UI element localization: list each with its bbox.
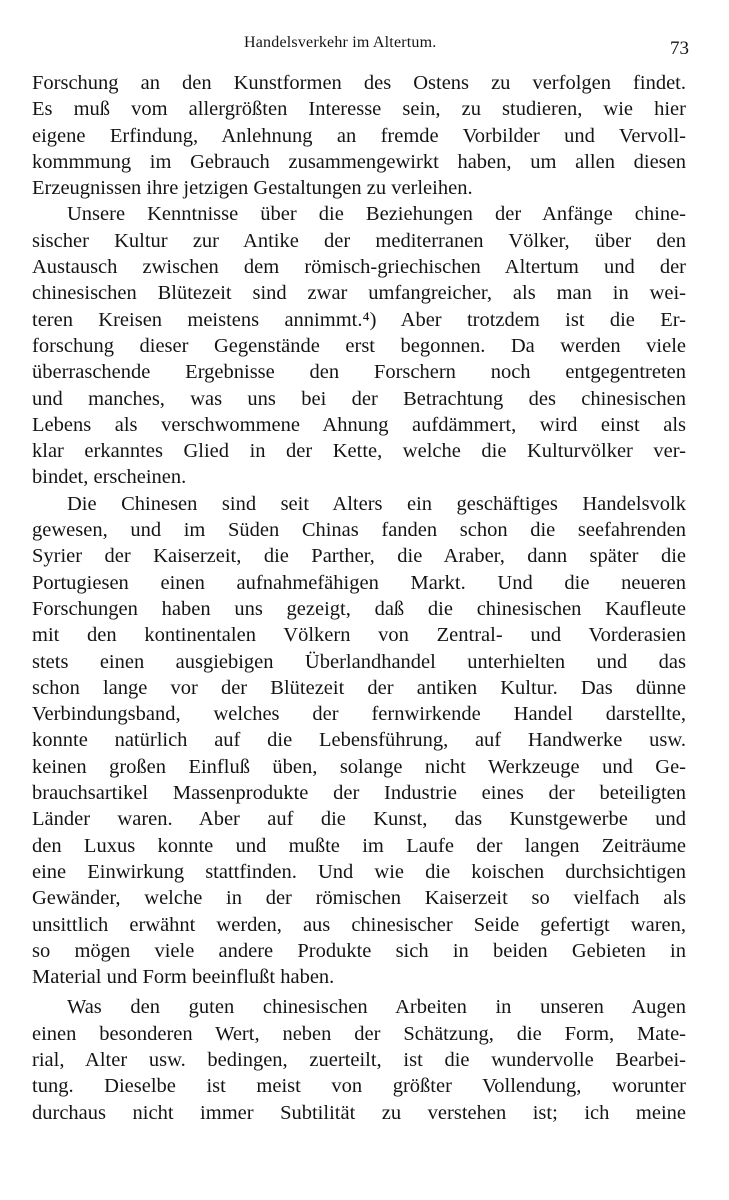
paragraph-3 <box>32 491 686 991</box>
paragraph-2 <box>32 201 686 490</box>
text-line: stets einen ausgiebigen Überlandhandel unterhielten und das <box>32 650 686 673</box>
running-header <box>0 34 729 59</box>
text-line: Portugiesen einen aufnahmefähigen Markt. Und die neueren <box>32 571 686 594</box>
text-line: gewesen, und im Süden Chinas fanden schon die seefahrenden <box>32 519 686 542</box>
running-title: Handelsverkehr im Altertum. <box>244 34 437 51</box>
text-line: mit den kontinentalen Völkern von Zentral- und Vorderasien <box>32 624 686 647</box>
text-line: Austausch zwischen dem römisch-griechischen Altertum und der <box>32 256 686 279</box>
text-line: chinesischen Blütezeit sind zwar umfangreicher, als man in wei- <box>32 282 686 305</box>
text-line: brauchsartikel Massenprodukte der Industrie eines der beteiligten <box>32 782 686 805</box>
text-line: keinen großen Einfluß üben, solange nicht Werkzeuge und Ge- <box>32 755 686 778</box>
text-line: Unsere Kenntnisse über die Beziehungen der Anfänge chine- <box>67 203 686 226</box>
text-line: überraschende Ergebnisse den Forschern noch entgegentreten <box>32 361 686 384</box>
text-line: eigene Erfindung, Anlehnung an fremde Vorbilder und Vervoll- <box>32 124 686 147</box>
text-line: tung. Dieselbe ist meist von größter Vollendung, worunter <box>32 1075 686 1098</box>
text-line: Forschungen haben uns gezeigt, daß die chinesischen Kaufleute <box>32 597 686 620</box>
text-line: Lebens als verschwommene Ahnung aufdämmert, wird einst als <box>32 413 686 436</box>
text-line: konnte natürlich auf die Lebensführung, auf Handwerke usw. <box>32 729 686 752</box>
text-line: Syrier der Kaiserzeit, die Parther, die Araber, dann später die <box>32 545 686 568</box>
text-line: klar erkanntes Glied in der Kette, welche die Kulturvölker ver- <box>32 440 686 463</box>
text-line: Forschung an den Kunstformen des Ostens zu verfolgen findet. <box>32 72 686 94</box>
text-line: den Luxus konnte und mußte im Laufe der langen Zeiträume <box>32 834 686 857</box>
text-line: unsittlich erwähnt werden, aus chinesischer Seide gefertigt waren, <box>32 913 686 936</box>
page-number: 73 <box>670 38 689 59</box>
text-line: sischer Kultur zur Antike der mediterranen Völker, über den <box>32 229 686 252</box>
body-text <box>32 70 686 1126</box>
text-line: einen besonderen Wert, neben der Schätzung, die Form, Mate- <box>32 1022 686 1045</box>
text-line: Es muß vom allergrößten Interesse sein, zu studieren, wie hier <box>32 98 686 121</box>
text-line: Was den guten chinesischen Arbeiten in unseren Augen <box>67 996 686 1019</box>
text-line: schon lange vor der Blütezeit der antiken Kultur. Das dünne <box>32 676 686 699</box>
text-line: eine Einwirkung stattfinden. Und wie die koischen durchsichtigen <box>32 860 686 883</box>
text-line: teren Kreisen meistens annimmt.⁴) Aber trotzdem ist die Er- <box>32 308 686 331</box>
text-line: so mögen viele andere Produkte sich in beiden Gebieten in <box>32 939 686 962</box>
text-line: Länder waren. Aber auf die Kunst, das Kunstgewerbe und <box>32 808 686 831</box>
text-line: rial, Alter usw. bedingen, zuerteilt, ist die wundervolle Bearbei- <box>32 1048 686 1071</box>
text-line: durchaus nicht immer Subtilität zu verstehen ist; ich meine <box>32 1101 686 1124</box>
text-line: forschung dieser Gegenstände erst begonnen. Da werden viele <box>32 334 686 357</box>
text-line: Gewänder, welche in der römischen Kaiserzeit so vielfach als <box>32 887 686 910</box>
paragraph-4 <box>32 994 686 1125</box>
paragraph-1 <box>32 70 686 201</box>
text-line: Material und Form beeinflußt haben. <box>32 966 335 989</box>
text-line: und manches, was uns bei der Betrachtung des chinesischen <box>32 387 686 410</box>
text-line: Verbindungsband, welches der fernwirkende Handel darstellte, <box>32 703 686 726</box>
text-line: bindet, erscheinen. <box>32 466 187 489</box>
text-line: Die Chinesen sind seit Alters ein geschäftiges Handelsvolk <box>67 492 686 515</box>
text-line: kommmung im Gebrauch zusammengewirkt haben, um allen diesen <box>32 150 686 173</box>
text-line: Erzeugnissen ihre jetzigen Gestaltungen zu verleihen. <box>32 177 473 200</box>
